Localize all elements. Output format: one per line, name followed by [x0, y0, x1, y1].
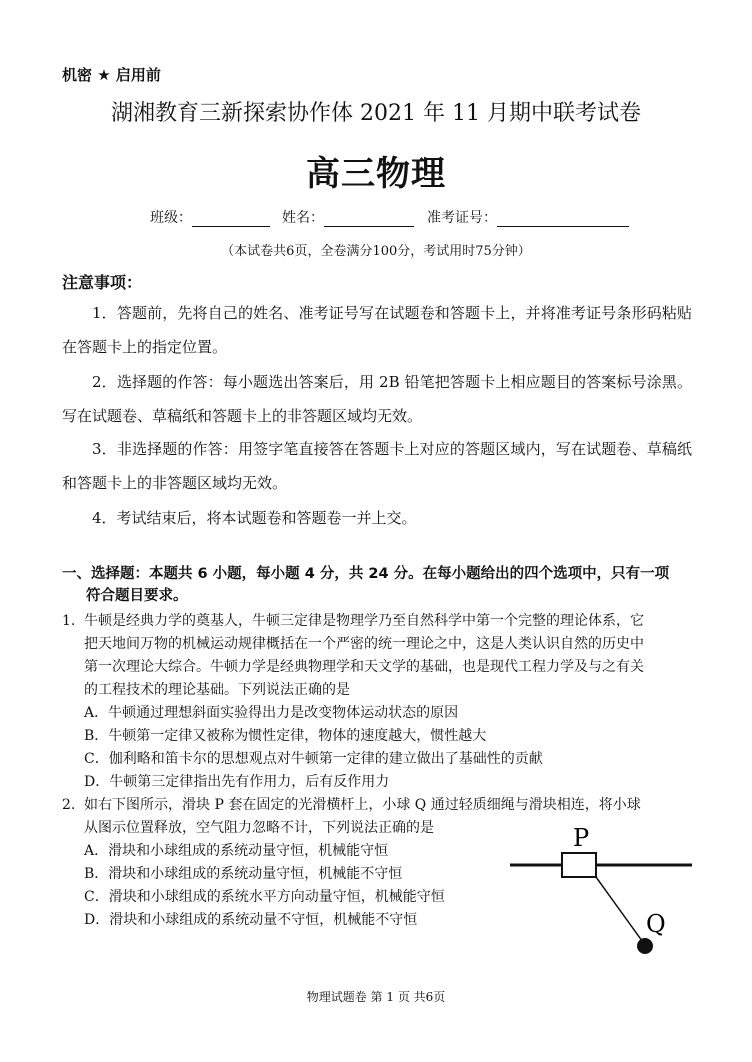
question-1-line: 牛顿是经典力学的奠基人，牛顿三定律是物理学乃至自然科学中第一个完整的理论体系，它 [84, 613, 644, 629]
question-1-line: 第一次理论大综合。牛顿力学是经典物理学和天文学的基础，也是现代工程力学及与之有关 [84, 659, 644, 675]
class-label: 班级： [150, 210, 192, 226]
confidential-label: 机密 ★ 启用前 [62, 66, 161, 84]
notice-item-4: 4．考试结束后，将本试题卷和答题卷一并上交。 [92, 509, 417, 527]
slider-p [562, 853, 596, 877]
notice-item-1: 1．答题前，先将自己的姓名、准考证号写在试题卷和答题卡上，并将准考证号条形码粘贴在答题卡上的指定位置。 [62, 304, 692, 356]
slider-pendulum-figure [500, 820, 700, 970]
slider-label: P [573, 824, 590, 852]
section-heading-line1: 一、选择题：本题共 6 小题，每小题 4 分，共 24 分。在每小题给出的四个选项中，只有一项 [62, 566, 670, 582]
question-2-option-c: C．滑块和小球组成的系统水平方向动量守恒，机械能守恒 [84, 889, 445, 905]
question-2-line: 从图示位置释放，空气阻力忽略不计，下列说法正确的是 [84, 820, 434, 836]
id-label: 准考证号： [427, 210, 497, 226]
question-1-line: 的工程技术的理论基础。下列说法正确的是 [84, 682, 350, 698]
question-1-stem [84, 610, 694, 702]
subject-title: 高三物理 [306, 154, 446, 194]
question-1-number: 1. [62, 613, 76, 629]
class-field [150, 207, 270, 227]
exam-info: （本试卷共6页，全卷满分100分，考试用时75分钟） [221, 244, 531, 259]
question-2-number: 2. [62, 797, 76, 813]
notice-item-3: 3．非选择题的作答：用签字笔直接答在答题卡上对应的答题区域内，写在试题卷、草稿纸和答题卡上的非答题区域均无效。 [62, 440, 692, 492]
question-1-option-a: A．牛顿通过理想斜面实验得出力是改变物体运动状态的原因 [84, 705, 459, 721]
name-label: 姓名： [282, 210, 324, 226]
question-1-line: 把天地间万物的机械运动规律概括在一个严密的统一理论之中，这是人类认识自然的历史中 [84, 636, 644, 652]
section-heading-line2: 符合题目要求。 [86, 588, 188, 604]
class-blank [192, 212, 270, 227]
string [596, 877, 645, 945]
notice-heading: 注意事项： [62, 273, 143, 292]
ball-q [637, 938, 653, 954]
id-blank [497, 212, 629, 227]
question-2-option-d: D．滑块和小球组成的系统动量不守恒，机械能不守恒 [84, 912, 418, 928]
page-footer: 物理试题卷 第 1 页 共6页 [306, 990, 446, 1004]
question-1-option-b: B．牛顿第一定律又被称为惯性定律，物体的速度越大，惯性越大 [84, 728, 487, 744]
exam-title: 湖湘教育三新探索协作体 2021 年 11 月期中联考试卷 [111, 101, 641, 126]
question-1-option-c: C．伽利略和笛卡尔的思想观点对牛顿第一定律的建立做出了基础性的贡献 [84, 751, 543, 767]
ball-label: Q [646, 910, 666, 938]
question-2-option-a: A．滑块和小球组成的系统动量守恒，机械能守恒 [84, 843, 389, 859]
question-2-line: 如右下图所示，滑块 P 套在固定的光滑横杆上，小球 Q 通过轻质细绳与滑块相连，将小球 [84, 797, 641, 813]
section-heading [62, 563, 702, 607]
question-2-option-b: B．滑块和小球组成的系统动量守恒，机械能不守恒 [84, 866, 403, 882]
question-1-option-d: D．牛顿第三定律指出先有作用力，后有反作用力 [84, 774, 390, 790]
name-blank [324, 212, 414, 227]
id-field [427, 207, 629, 227]
notice-item-2: 2．选择题的作答：每小题选出答案后，用 2B 铅笔把答题卡上相应题目的答案标号涂黑。写在试题卷、草稿纸和答题卡上的非答题区域均无效。 [62, 373, 692, 425]
name-field [282, 207, 414, 227]
